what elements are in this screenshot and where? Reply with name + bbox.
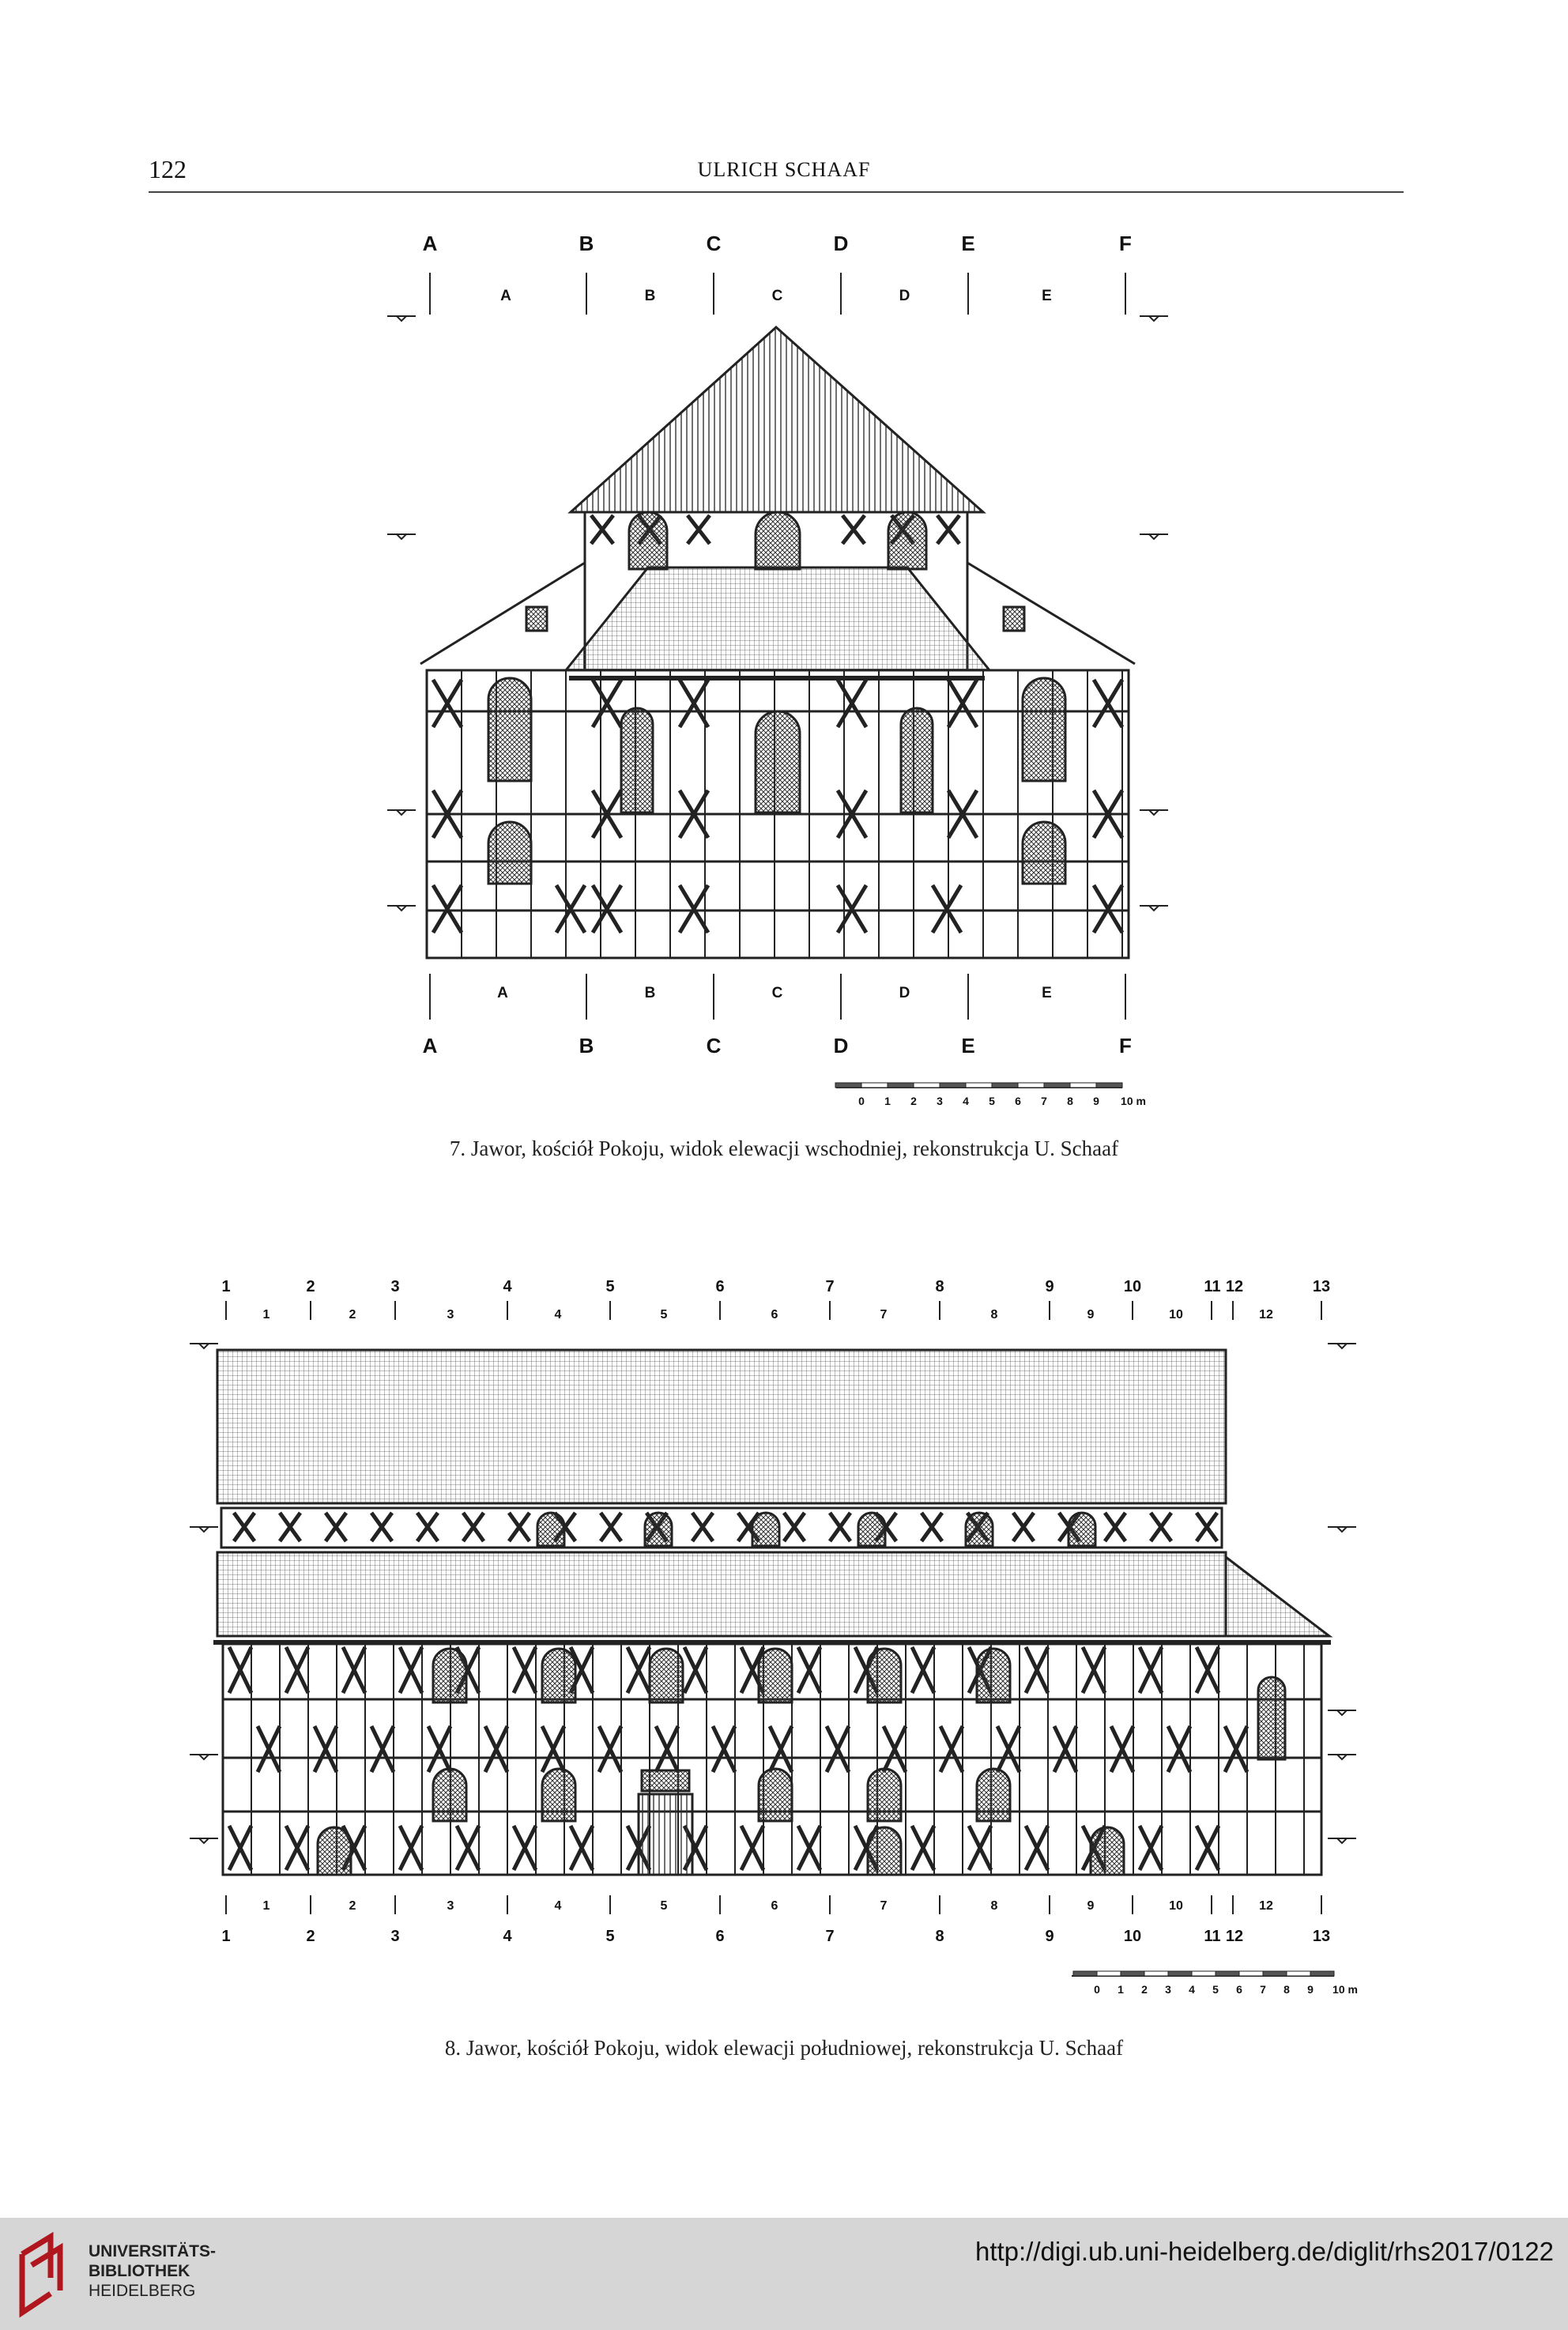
window xyxy=(759,1649,792,1702)
window xyxy=(977,1769,1010,1821)
scale-bar-segment xyxy=(1073,1971,1097,1976)
bay-label-top: D xyxy=(899,288,910,304)
timber-x-brace xyxy=(784,1513,805,1541)
timber-x-brace xyxy=(1026,1647,1048,1693)
timber-x-brace xyxy=(830,1513,850,1541)
grid-label-top: A xyxy=(422,232,438,255)
level-marker-right xyxy=(1328,1344,1356,1348)
scale-bar-label: 7 xyxy=(1041,1095,1047,1107)
digitization-footer-bar xyxy=(0,2218,1568,2330)
scale-bar-label: 3 xyxy=(1165,1983,1171,1996)
bay-number-top: 12 xyxy=(1259,1308,1273,1321)
timber-x-brace xyxy=(922,1513,942,1541)
timber-x-brace xyxy=(428,1726,450,1772)
clerestory-window xyxy=(537,1513,564,1546)
timber-x-brace xyxy=(571,1826,593,1870)
level-marker-left xyxy=(190,1344,218,1348)
bay-number-top: 3 xyxy=(447,1308,454,1321)
timber-x-brace xyxy=(713,1726,735,1772)
grid-number-bottom: 8 xyxy=(935,1928,944,1945)
bay-number-bottom: 5 xyxy=(660,1899,668,1913)
timber-x-brace xyxy=(684,1647,707,1693)
timber-x-brace xyxy=(485,1726,507,1772)
window xyxy=(542,1769,575,1821)
figure-8-caption: 8. Jawor, kościół Pokoju, widok elewacji południowej, rekonstrukcja U. Schaaf xyxy=(444,2036,1124,2060)
bay-number-top: 9 xyxy=(1087,1308,1095,1321)
grid-number-top: 10 xyxy=(1123,1278,1142,1295)
bay-label-top: B xyxy=(644,288,656,304)
grid-number-bottom: 10 xyxy=(1123,1928,1142,1945)
timber-x-brace xyxy=(798,1826,820,1870)
page-number: 122 xyxy=(149,155,187,183)
scale-bar-label: 7 xyxy=(1260,1983,1266,1996)
window xyxy=(433,1769,466,1821)
timber-x-brace xyxy=(400,1647,422,1693)
bay-number-bottom: 8 xyxy=(990,1899,998,1913)
grid-number-top: 2 xyxy=(306,1278,315,1295)
timber-x-brace xyxy=(371,1726,394,1772)
upper-roof xyxy=(217,1350,1226,1503)
window xyxy=(868,1649,901,1702)
grid-number-bottom: 5 xyxy=(605,1928,615,1945)
grid-number-top: 4 xyxy=(503,1278,512,1295)
grid-label-bottom: D xyxy=(833,1034,849,1058)
timber-x-brace xyxy=(1013,1513,1034,1541)
bay-label-top: C xyxy=(771,288,783,304)
bay-number-top: 1 xyxy=(262,1308,270,1321)
source-url-link[interactable]: http://digi.ub.uni-heidelberg.de/diglit/rhs2017/0122 xyxy=(974,2237,1554,2266)
timber-x-brace xyxy=(656,1726,678,1772)
timber-x-brace xyxy=(1140,1647,1162,1693)
clerestory-window xyxy=(966,1513,993,1546)
clerestory-window xyxy=(1069,1513,1095,1546)
scale-bar-label: 3 xyxy=(937,1095,943,1107)
timber-x-brace xyxy=(229,1826,251,1870)
scale-bar-label: 9 xyxy=(1093,1095,1099,1107)
bay-label-bottom: C xyxy=(771,985,783,1001)
bay-number-top: 7 xyxy=(880,1308,888,1321)
timber-x-brace xyxy=(798,1647,820,1693)
timber-x-brace xyxy=(514,1647,536,1693)
grid-label-top: E xyxy=(961,232,975,255)
grid-number-bottom: 7 xyxy=(825,1928,835,1945)
window xyxy=(1258,1677,1285,1759)
scale-bar-label: 4 xyxy=(963,1095,969,1107)
timber-x-brace xyxy=(741,1826,763,1870)
grid-number-bottom: 13 xyxy=(1312,1928,1331,1945)
timber-x-brace xyxy=(463,1513,484,1541)
grid-number-top: 3 xyxy=(390,1278,400,1295)
grid-number-bottom: 11 xyxy=(1204,1928,1221,1945)
main-door xyxy=(639,1794,692,1875)
timber-x-brace xyxy=(417,1513,438,1541)
bay-number-top: 2 xyxy=(349,1308,356,1321)
timber-x-brace xyxy=(1151,1513,1171,1541)
grid-number-top: 5 xyxy=(605,1278,615,1295)
bay-number-top: 8 xyxy=(990,1308,998,1321)
clerestory-window xyxy=(752,1513,779,1546)
side-roof xyxy=(1226,1557,1329,1636)
timber-x-brace xyxy=(884,1726,906,1772)
scale-bar-segment xyxy=(1168,1971,1192,1976)
grid-label-bottom: B xyxy=(579,1034,594,1058)
timber-x-brace xyxy=(400,1826,422,1870)
clerestory-window xyxy=(858,1513,885,1546)
scale-bar-label: 1 xyxy=(884,1095,891,1107)
timber-x-brace xyxy=(286,1826,308,1870)
logo-line-3: HEIDELBERG xyxy=(89,2282,196,2300)
timber-x-brace xyxy=(628,1647,650,1693)
timber-x-brace xyxy=(1140,1826,1162,1870)
scale-bar-segment xyxy=(1310,1971,1334,1976)
timber-x-brace xyxy=(371,1513,392,1541)
grid-label-top: D xyxy=(833,232,849,255)
bay-number-bottom: 7 xyxy=(880,1899,888,1913)
scale-bar-label: 0 xyxy=(1094,1983,1100,1996)
level-marker-right xyxy=(1328,1838,1356,1843)
lower-roof xyxy=(217,1552,1226,1636)
scale-bar-label: 6 xyxy=(1015,1095,1021,1107)
bay-label-top: A xyxy=(500,288,511,304)
level-marker-left xyxy=(190,1527,218,1532)
timber-x-brace xyxy=(601,1513,621,1541)
scale-bar-label: 8 xyxy=(1283,1983,1290,1996)
bay-number-top: 6 xyxy=(771,1308,778,1321)
window xyxy=(759,1769,792,1821)
scale-bar-segment xyxy=(1263,1971,1287,1976)
bay-number-bottom: 2 xyxy=(349,1899,356,1913)
grid-number-top: 7 xyxy=(825,1278,835,1295)
bay-number-bottom: 12 xyxy=(1259,1899,1273,1913)
grid-label-bottom: C xyxy=(706,1034,722,1058)
bay-label-bottom: A xyxy=(497,985,508,1001)
timber-x-brace xyxy=(1168,1726,1190,1772)
scale-bar-label: 5 xyxy=(989,1095,995,1107)
timber-x-brace xyxy=(940,1726,963,1772)
timber-x-brace xyxy=(1026,1826,1048,1870)
bay-number-bottom: 6 xyxy=(771,1899,778,1913)
scale-bar-label: 9 xyxy=(1307,1983,1314,1996)
scale-bar-label: 6 xyxy=(1236,1983,1242,1996)
level-marker-right xyxy=(1328,1527,1356,1532)
grid-number-bottom: 12 xyxy=(1225,1928,1244,1945)
bay-number-bottom: 10 xyxy=(1169,1899,1183,1913)
clerestory-window xyxy=(645,1513,672,1546)
grid-number-top: 11 xyxy=(1204,1278,1221,1295)
timber-x-brace xyxy=(969,1826,991,1870)
grid-number-bottom: 2 xyxy=(306,1928,315,1945)
bay-label-bottom: E xyxy=(1042,985,1052,1001)
window xyxy=(868,1769,901,1821)
running-header-author: ULRICH SCHAAF xyxy=(697,158,871,181)
scale-bar-segment xyxy=(1287,1971,1310,1976)
scale-bar-segment xyxy=(1121,1971,1144,1976)
library-logo-text xyxy=(89,2241,216,2301)
bay-number-bottom: 4 xyxy=(554,1899,562,1913)
timber-x-brace xyxy=(1225,1726,1247,1772)
scale-bar-segment xyxy=(1216,1971,1239,1976)
timber-x-brace xyxy=(234,1513,254,1541)
timber-x-brace xyxy=(343,1647,365,1693)
grid-number-top: 8 xyxy=(935,1278,944,1295)
timber-x-brace xyxy=(1197,1647,1219,1693)
university-library-logo-icon xyxy=(14,2230,82,2319)
level-marker-right xyxy=(1328,1710,1356,1715)
window xyxy=(433,1649,466,1702)
window xyxy=(650,1649,683,1702)
timber-x-brace xyxy=(997,1726,1020,1772)
grid-number-bottom: 6 xyxy=(715,1928,725,1945)
timber-x-brace xyxy=(509,1513,530,1541)
scale-bar-label: 1 xyxy=(1118,1983,1124,1996)
bay-label-bottom: D xyxy=(899,985,910,1001)
grid-label-top: C xyxy=(706,232,722,255)
logo-line-1: UNIVERSITÄTS- xyxy=(89,2242,217,2260)
bay-label-top: E xyxy=(1042,288,1052,304)
scale-bar-label: 8 xyxy=(1067,1095,1073,1107)
scale-bar-label: 4 xyxy=(1189,1983,1195,1996)
side-door xyxy=(1091,1827,1124,1875)
grid-label-bottom: A xyxy=(422,1034,438,1058)
grid-number-top: 6 xyxy=(715,1278,725,1295)
timber-x-brace xyxy=(1111,1726,1133,1772)
grid-number-top: 1 xyxy=(221,1278,231,1295)
side-door xyxy=(868,1827,901,1875)
level-marker-left xyxy=(190,1838,218,1843)
timber-x-brace xyxy=(692,1513,713,1541)
scale-bar-label: 2 xyxy=(910,1095,917,1107)
door-transom xyxy=(642,1770,689,1791)
grid-label-top: F xyxy=(1119,232,1132,255)
timber-x-brace xyxy=(542,1726,564,1772)
timber-x-brace xyxy=(827,1726,849,1772)
timber-x-brace xyxy=(912,1826,934,1870)
bay-number-top: 4 xyxy=(554,1308,562,1321)
window xyxy=(542,1649,575,1702)
timber-x-brace xyxy=(258,1726,280,1772)
timber-x-brace xyxy=(1105,1513,1125,1541)
grid-number-bottom: 9 xyxy=(1045,1928,1054,1945)
grid-label-bottom: F xyxy=(1119,1034,1132,1058)
grid-number-bottom: 4 xyxy=(503,1928,512,1945)
figure-8-scale-bar xyxy=(1072,1971,1358,1996)
figure-7-caption: 7. Jawor, kościół Pokoju, widok elewacji wschodniej, rekonstrukcja U. Schaaf xyxy=(449,1137,1119,1160)
scale-bar-segment xyxy=(1144,1971,1168,1976)
grid-label-bottom: E xyxy=(961,1034,975,1058)
grid-number-top: 12 xyxy=(1225,1278,1244,1295)
grid-number-top: 13 xyxy=(1312,1278,1331,1295)
bay-number-bottom: 9 xyxy=(1087,1899,1095,1913)
grid-label-top: B xyxy=(579,232,594,255)
logo-line-2: BIBLIOTHEK xyxy=(89,2262,190,2280)
grid-number-bottom: 3 xyxy=(390,1928,400,1945)
timber-x-brace xyxy=(1083,1647,1105,1693)
timber-x-brace xyxy=(514,1826,536,1870)
grid-number-bottom: 1 xyxy=(221,1928,231,1945)
scale-bar-label: 10 m xyxy=(1332,1983,1358,1996)
scale-bar-label: 0 xyxy=(858,1095,865,1107)
timber-x-brace xyxy=(457,1826,479,1870)
bay-number-top: 10 xyxy=(1169,1308,1183,1321)
bay-number-top: 5 xyxy=(660,1308,668,1321)
window xyxy=(977,1649,1010,1702)
timber-x-brace xyxy=(326,1513,346,1541)
bay-label-bottom: B xyxy=(644,985,656,1001)
scale-bar-segment xyxy=(1239,1971,1263,1976)
timber-x-brace xyxy=(315,1726,337,1772)
timber-x-brace xyxy=(599,1726,621,1772)
timber-x-brace xyxy=(1197,1513,1217,1541)
side-door xyxy=(318,1827,351,1875)
grid-number-top: 9 xyxy=(1045,1278,1054,1295)
scale-bar-segment xyxy=(1097,1971,1121,1976)
timber-x-brace xyxy=(280,1513,300,1541)
scale-bar-label: 2 xyxy=(1141,1983,1148,1996)
timber-x-brace xyxy=(770,1726,792,1772)
timber-x-brace xyxy=(1054,1726,1076,1772)
bay-number-bottom: 3 xyxy=(447,1899,454,1913)
timber-x-brace xyxy=(229,1647,251,1693)
bay-number-bottom: 1 xyxy=(262,1899,270,1913)
scale-bar-segment xyxy=(1192,1971,1216,1976)
scale-bar-label: 10 m xyxy=(1121,1095,1146,1107)
timber-x-brace xyxy=(912,1647,934,1693)
timber-x-brace xyxy=(286,1647,308,1693)
level-marker-right xyxy=(1328,1755,1356,1759)
timber-x-brace xyxy=(1197,1826,1219,1870)
level-marker-left xyxy=(190,1755,218,1759)
scale-bar-label: 5 xyxy=(1212,1983,1219,1996)
